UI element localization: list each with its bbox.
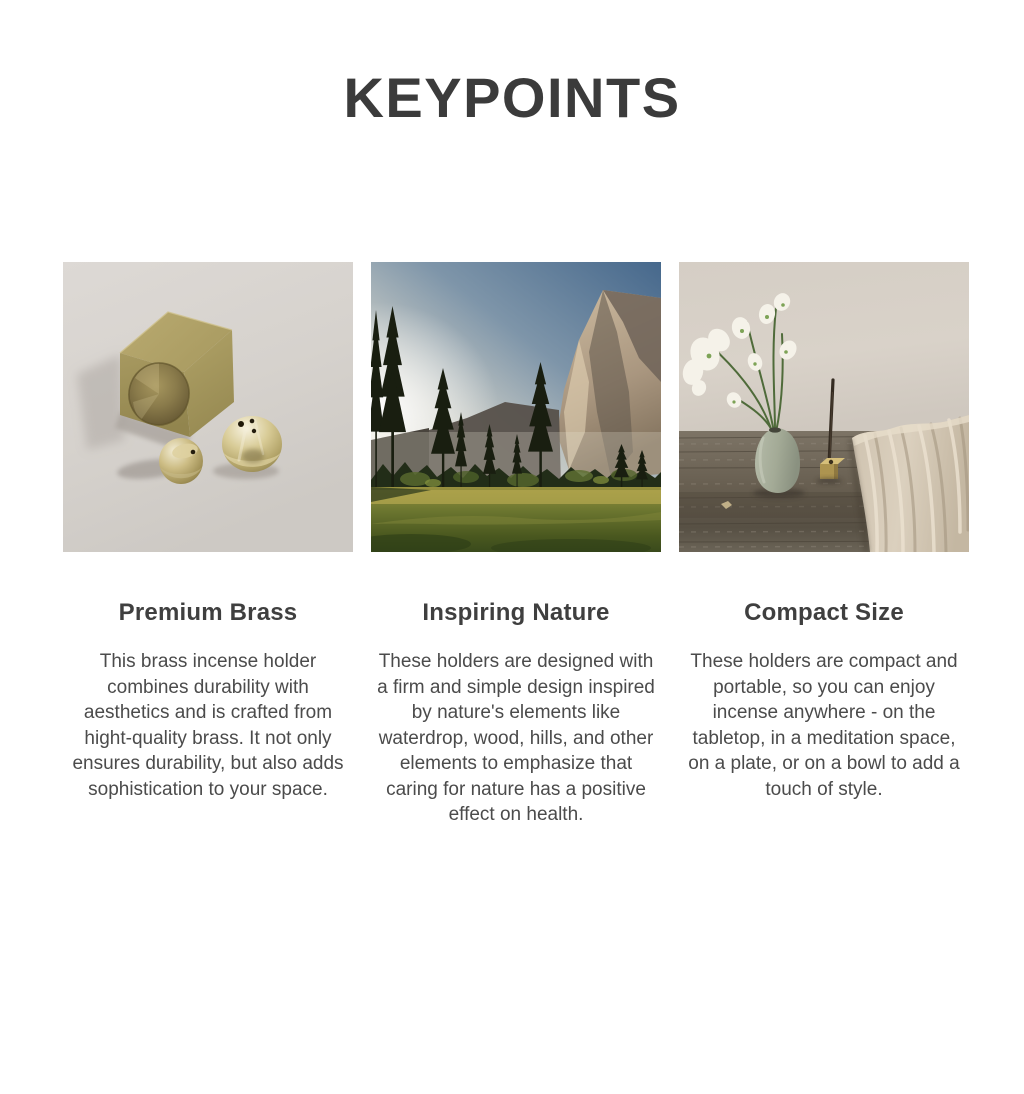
- card-body-text: These holders are designed with a firm and simple design inspired by nature's elements like waterdrop, wood, hills, and other elements to emphasize that caring for nature has a positive effect on health.: [377, 651, 655, 825]
- card-heading: Premium Brass: [118, 599, 298, 626]
- linen-cloth: [848, 415, 969, 552]
- keypoints-section: [0, 66, 1024, 828]
- nature-image: [371, 262, 661, 552]
- keypoints-grid: [63, 262, 969, 828]
- card-compact-size: [679, 262, 969, 828]
- card-premium-brass: [63, 262, 353, 828]
- brass-holder-illustration: [63, 262, 353, 552]
- brass-dome-large: [222, 416, 282, 472]
- card-heading: Inspiring Nature: [422, 599, 610, 626]
- sunlit-meadow: [371, 487, 661, 552]
- card-body-text: These holders are compact and portable, so you can enjoy incense anywhere - on the tabletop, in a meditation space, on a plate, or on a bowl to add a touch of style.: [688, 651, 960, 800]
- nature-illustration: [371, 262, 661, 552]
- card-heading: Compact Size: [744, 599, 904, 626]
- card-inspiring-nature: [371, 262, 661, 828]
- tabletop-image: [679, 262, 969, 552]
- page-title: KEYPOINTS: [343, 66, 681, 129]
- brass-dome-small: [159, 438, 203, 484]
- tabletop-illustration: [679, 262, 969, 552]
- card-body-text: This brass incense holder combines durability with aesthetics and is crafted from hight-quality brass. It not only ensures durability, but also adds sophistication to your space.: [72, 651, 344, 800]
- brass-holder-image: [63, 262, 353, 552]
